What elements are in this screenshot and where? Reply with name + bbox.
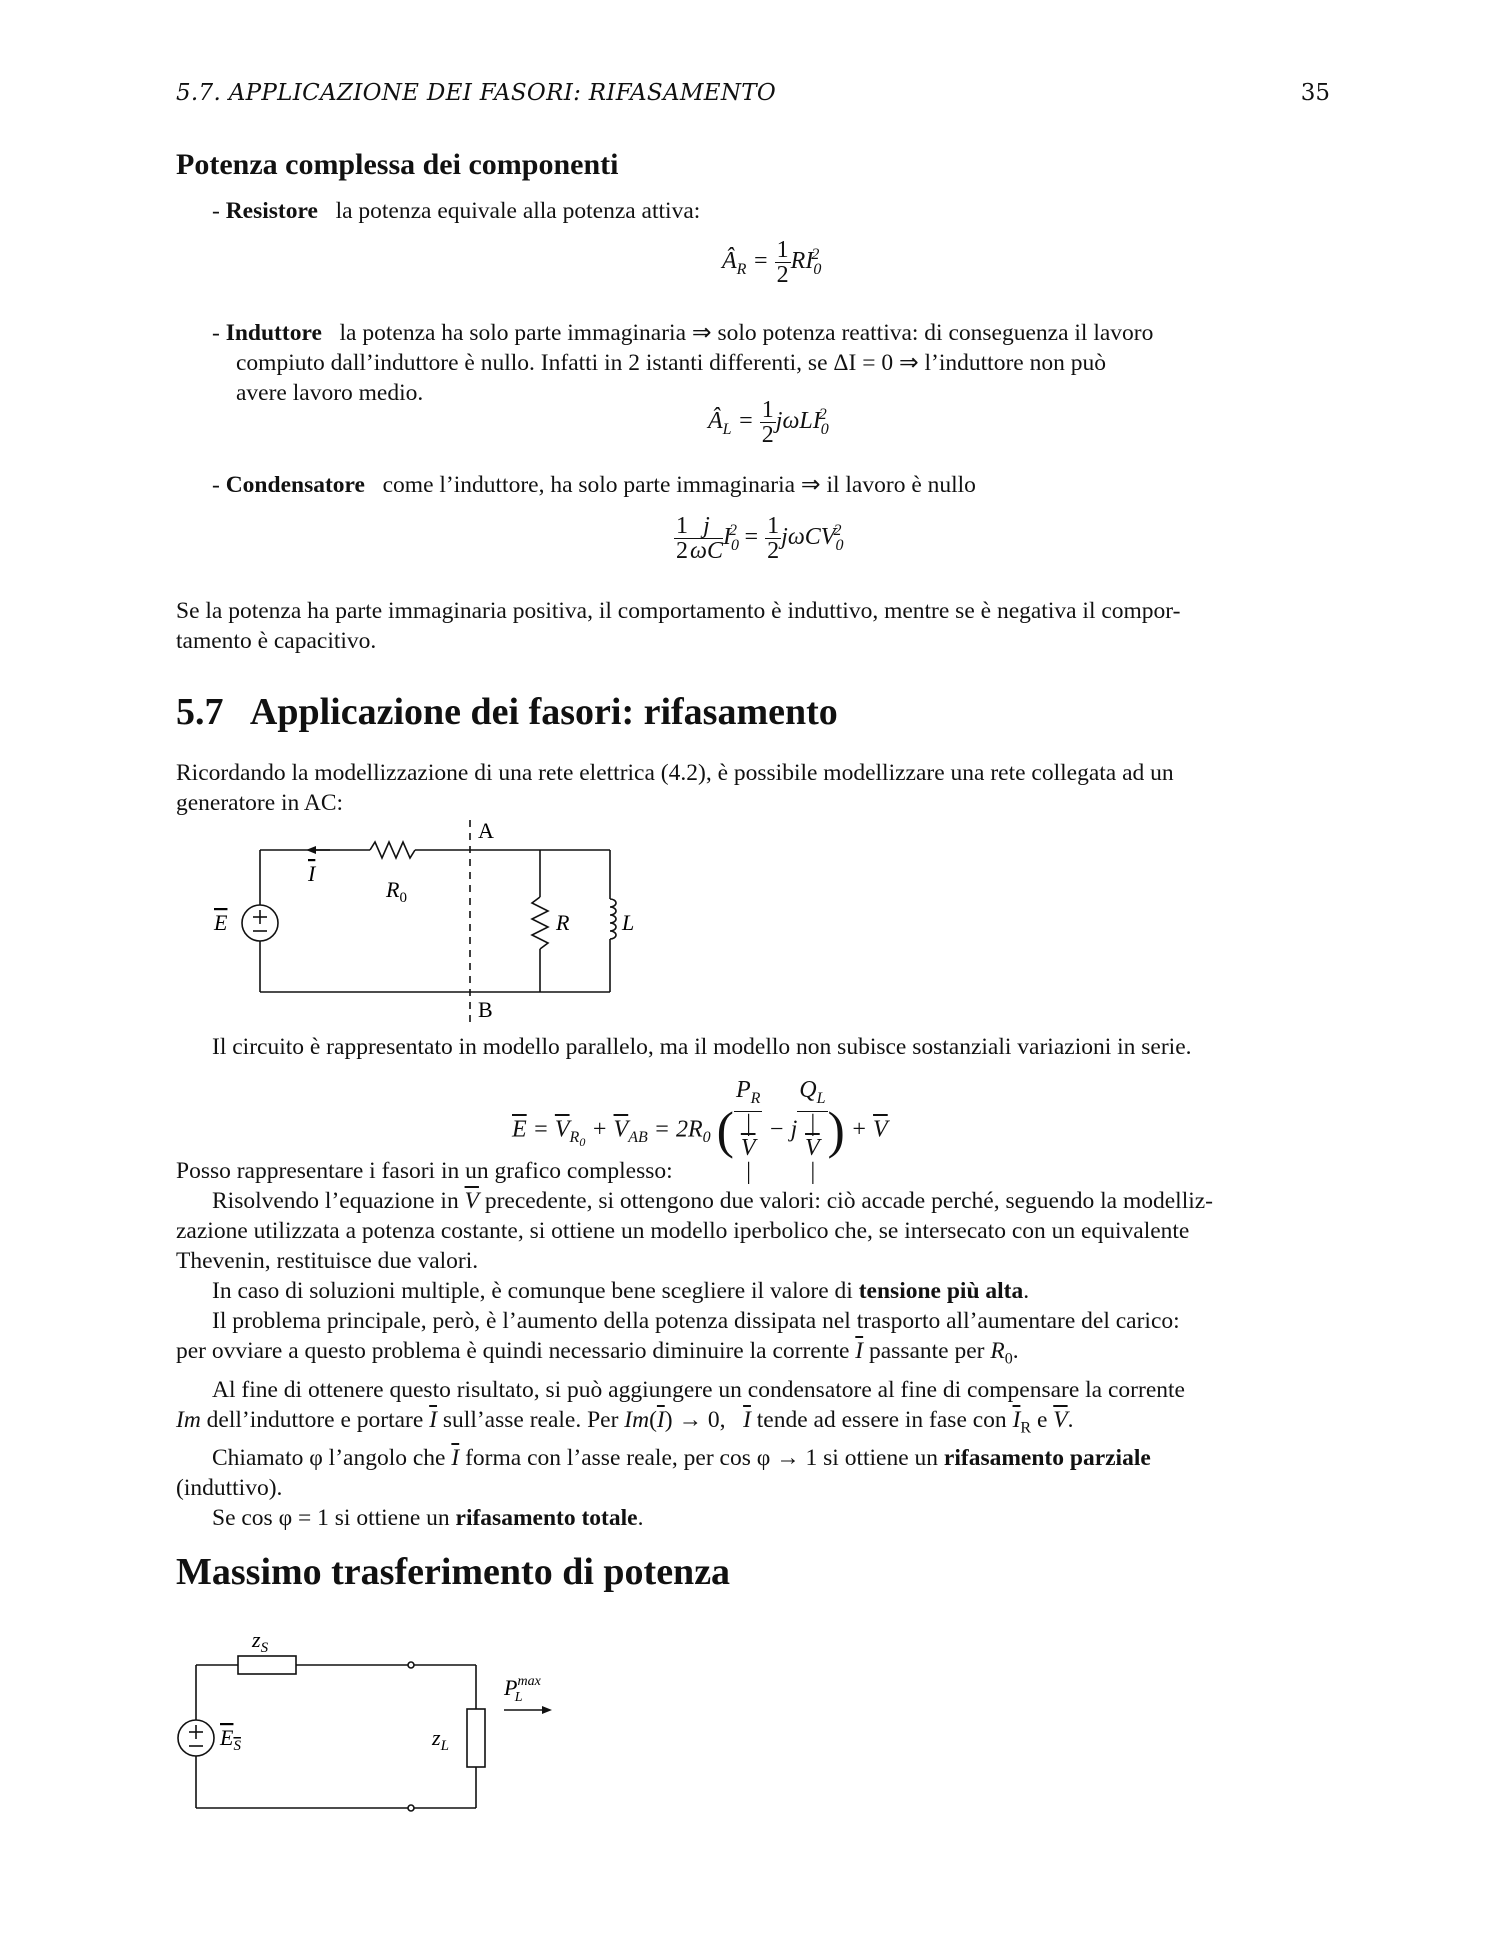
- paragraph-6-cont: (induttivo).: [176, 1475, 283, 1502]
- inductor-label-L: L: [622, 910, 635, 935]
- paragraph-4-cont: per ovviare a questo problema è quindi necessario diminuire la corrente $\overline{I}$ passante per $R_0$.: [176, 1338, 1019, 1368]
- power-label-PLmax: $P^{max}$ L: [504, 1674, 541, 1705]
- bullet-resistor: - Resistore la potenza equivale alla potenza attiva:: [212, 198, 701, 224]
- paragraph-4: Il problema principale, però, è l’aumento della potenza dissipata nel trasporto all’aumentare del carico:: [212, 1308, 1180, 1334]
- paragraph-2: Risolvendo l’equazione in $\overline{V}$ precedente, si ottengono due valori: ciò accade perché, seguendo la modelliz-: [212, 1188, 1214, 1214]
- inductor-text-3: avere lavoro medio.: [236, 380, 424, 406]
- resistor-label-R: R: [556, 910, 570, 935]
- equation-capacitor: $\frac{1}{2}$ $\frac{j}{\omega C}$ $I_0^2$ = $\frac{1}{2}$ jωCV$_0^2$: [676, 513, 844, 564]
- paragraph-5-cont: Im dell’induttore e portare $\overline{I}$ sull’asse reale. Per $Im(\overline{I}) \to 0$, $\overline{I}$ tende ad essere in fase con $\overline{I}_R$ e $\overline{V}$.: [176, 1406, 1074, 1437]
- source-label-E: E: [214, 910, 228, 935]
- paragraph-2-end: Thevenin, restituisce due valori.: [176, 1248, 479, 1274]
- subsection-title-power: Potenza complessa dei componenti: [176, 148, 619, 181]
- circuit-diagram-max-transfer: [170, 1625, 590, 1825]
- intro-paragraph: [176, 758, 1332, 818]
- current-label-I: I: [308, 861, 316, 886]
- circuit-caption: Il circuito è rappresentato in modello parallelo, ma il modello non subisce sostanziali variazioni in serie.: [212, 1034, 1192, 1060]
- paragraph-3: In caso di soluzioni multiple, è comunque bene scegliere il valore di tensione più alta.: [212, 1278, 1030, 1304]
- source-label-ES: $E_S$: [220, 1725, 241, 1754]
- equation-kvl: $\overline{E} = \overline{V}_{R_0} + \overline{V}_{AB} = 2R_0$ ( $P_R$ | $\overline{V}$ | − j $Q_L$ | $\overline{V}$ | ) + $\overline{V}$: [512, 1077, 888, 1185]
- inductor-text-1: la potenza ha solo parte immaginaria ⇒ solo potenza reattiva: di conseguenza il lavoro: [339, 320, 1154, 346]
- paragraph-6: Chiamato φ l’angolo che $\overline{I}$ forma con l’asse reale, per cos φ → 1 si ottiene un rifasamento parziale: [212, 1445, 1151, 1472]
- capacitor-text: come l’induttore, ha solo parte immaginaria ⇒ il lavoro è nullo: [382, 472, 976, 498]
- equation-resistor: $Â_R$ = $\frac{1}{2}$ $RI_0^2$: [722, 237, 822, 288]
- inductor-text-2: compiuto dall’induttore è nullo. Infatti in 2 istanti differenti, se ΔI = 0 ⇒ l’induttore non può: [236, 350, 1106, 376]
- resistor-text: la potenza equivale alla potenza attiva:: [335, 198, 701, 224]
- node-label-A: A: [478, 818, 494, 843]
- intro-line-2: generatore in AC:: [176, 790, 344, 816]
- resistor-label: Resistore: [225, 198, 318, 224]
- paragraph-5: Al fine di ottenere questo risultato, si può aggiungere un condensatore al fine di compensare la corrente: [212, 1376, 1185, 1403]
- section-title-max-transfer: Massimo trasferimento di potenza: [176, 1551, 731, 1593]
- bullet-inductor: - Induttore la potenza ha solo parte immaginaria ⇒ solo potenza reattiva: di conseguenza il lavoro compiuto dall’induttore è nullo. Infatti in 2 istanti differenti, se ΔI = 0 ⇒ l’induttore non può avere lavoro medio.: [212, 320, 1154, 406]
- node-label-B: B: [478, 997, 493, 1022]
- impedance-label-zS: $z_S$: [252, 1627, 269, 1656]
- equation-inductor: $Â_L$ = $\frac{1}{2}$ jωLI$_0^2$: [708, 397, 829, 448]
- conclusion-line-1: Se la potenza ha parte immaginaria positiva, il comportamento è induttivo, mentre se è negativa il compor-: [176, 598, 1181, 624]
- resistor-label-R0: $R_0$: [386, 877, 407, 906]
- paragraph-1: Posso rappresentare i fasori in un grafico complesso:: [176, 1158, 673, 1184]
- circuit-diagram-parallel: [200, 815, 660, 1030]
- section-title-rifasamento: 5.7 Applicazione dei fasori: rifasamento: [176, 691, 838, 733]
- body-paragraphs: [176, 1156, 1332, 1533]
- page-number: 35: [1300, 80, 1330, 106]
- intro-line-1: Ricordando la modellizzazione di una rete elettrica (4.2), è possibile modellizzare una rete collegata ad un: [176, 760, 1174, 786]
- paragraph-7: Se cos φ = 1 si ottiene un rifasamento totale.: [212, 1505, 644, 1532]
- running-header: 5.7. APPLICAZIONE DEI FASORI: RIFASAMENTO: [176, 80, 777, 106]
- conclusion-paragraph: [176, 596, 1332, 656]
- inductor-label: Induttore: [225, 320, 322, 346]
- bullet-capacitor: - Condensatore come l’induttore, ha solo parte immaginaria ⇒ il lavoro è nullo: [212, 472, 976, 498]
- paragraph-2-cont: zazione utilizzata a potenza costante, si ottiene un modello iperbolico che, se intersecato con un equivalente: [176, 1218, 1190, 1244]
- impedance-label-zL: $z_L$: [432, 1725, 449, 1754]
- conclusion-line-2: tamento è capacitivo.: [176, 628, 377, 654]
- capacitor-label: Condensatore: [225, 472, 365, 498]
